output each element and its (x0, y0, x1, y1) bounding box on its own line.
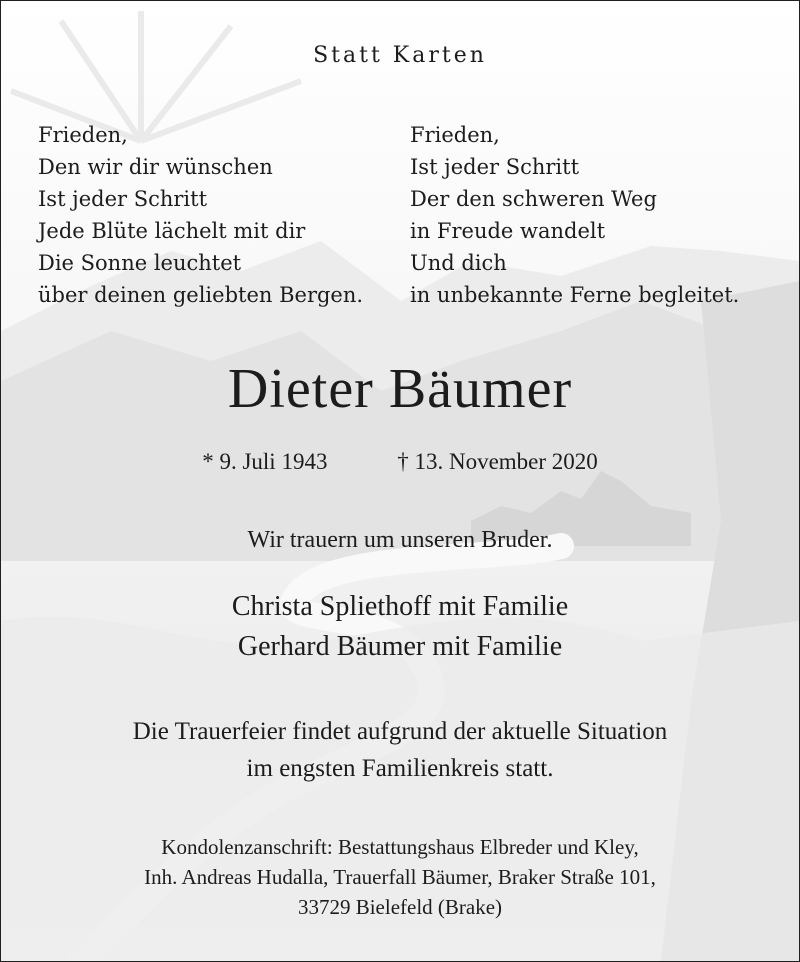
poem-right-line: Frieden, (410, 123, 500, 147)
ceremony-info (1, 713, 799, 787)
poem-left-line: über deinen geliebten Bergen. (38, 283, 364, 307)
poem-left-line: Jede Blüte lächelt mit dir (38, 219, 306, 243)
mourning-line: Wir trauern um unseren Bruder. (247, 527, 553, 553)
birth-date: * 9. Juli 1943 (202, 449, 328, 474)
poem-left (38, 119, 363, 311)
mourner: Christa Spliethoff mit Familie (231, 591, 569, 622)
life-dates (1, 449, 799, 475)
poem-left-line: Frieden, (38, 123, 128, 147)
condolence-address (1, 832, 799, 922)
poem-left-line: Den wir dir wünschen (38, 155, 273, 179)
death-date: † 13. November 2020 (397, 449, 598, 474)
mourners-list (1, 587, 799, 667)
ceremony-line: im engsten Familienkreis statt. (246, 755, 554, 782)
address-line: 33729 Bielefeld (Brake) (297, 895, 503, 919)
header-statt-karten: Statt Karten (313, 43, 487, 68)
poem-left-line: Ist jeder Schritt (38, 187, 208, 211)
poem-right-line: Der den schweren Weg (410, 187, 657, 211)
address-line: Kondolenzanschrift: Bestattungshaus Elbreder und Kley, (161, 835, 639, 859)
poem-left-line: Die Sonne leuchtet (38, 251, 242, 275)
deceased-name: Dieter Bäumer (227, 358, 573, 420)
address-line: Inh. Andreas Hudalla, Trauerfall Bäumer, Braker Straße 101, (144, 865, 656, 889)
poem-right-line: in unbekannte Ferne begleitet. (410, 283, 740, 307)
notice-content (1, 1, 799, 961)
poem-right-line: Ist jeder Schritt (410, 155, 580, 179)
poem-right (410, 119, 739, 311)
ceremony-line: Die Trauerfeier findet aufgrund der aktuelle Situation (132, 718, 668, 745)
poem-right-line: in Freude wandelt (410, 219, 606, 243)
mourner: Gerhard Bäumer mit Familie (237, 631, 563, 662)
poem-right-line: Und dich (410, 251, 507, 275)
